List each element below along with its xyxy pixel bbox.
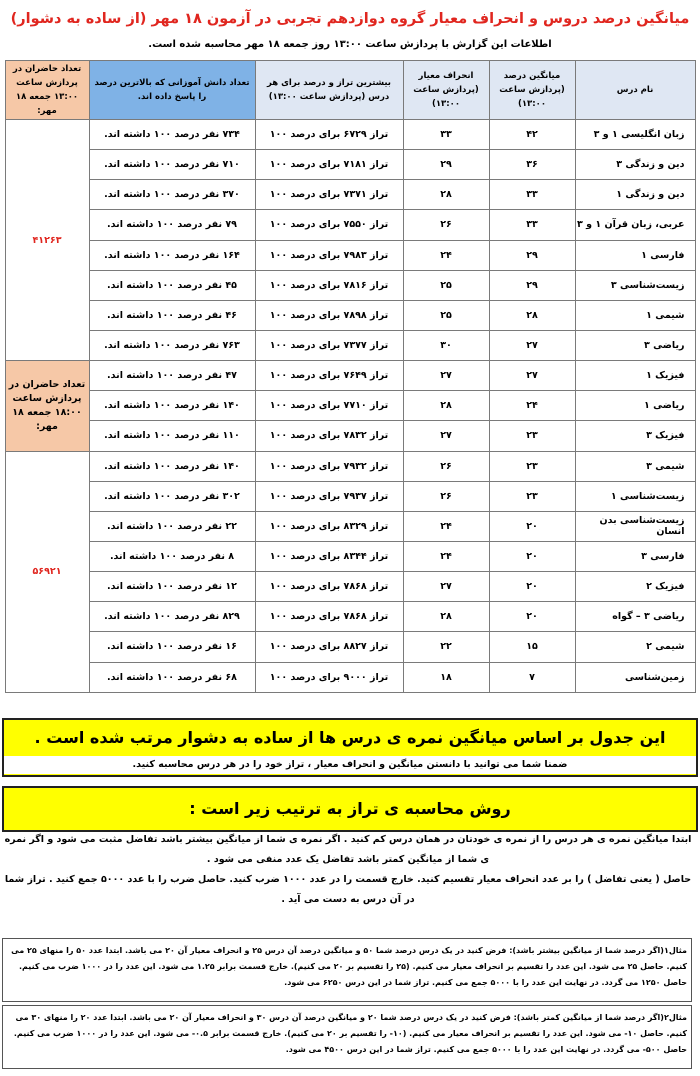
table-row: [5, 451, 695, 481]
top-count-cell: ۷۹ نفر درصد ۱۰۰ داشته اند.: [89, 210, 255, 240]
table-row: [5, 541, 695, 571]
method-explanation: [2, 830, 694, 910]
std-cell: ۱۸: [403, 662, 489, 692]
table-row: [5, 330, 695, 360]
std-cell: ۲۸: [403, 602, 489, 632]
course-name-cell: زیست‌شناسی بدن انسان: [575, 511, 695, 541]
top-count-cell: ۳۰۲ نفر درصد ۱۰۰ داشته اند.: [89, 481, 255, 511]
table-body: [5, 120, 695, 693]
course-name-cell: زیست‌شناسی ۱: [575, 481, 695, 511]
table-row: [5, 210, 695, 240]
std-cell: ۲۶: [403, 210, 489, 240]
page-title: میانگین درصد دروس و انحراف معیار گروه دوازدهم تجربی در آزمون ۱۸ مهر (از ساده به دشوار): [10, 11, 690, 27]
max-score-cell: تراز ۷۷۱۰ برای درصد ۱۰۰: [255, 391, 403, 421]
table-row: [5, 662, 695, 692]
average-cell: ۲۴: [489, 391, 575, 421]
table-row: [5, 270, 695, 300]
header-max-score: بیشترین تراز و درصد برای هر درس (پردازش ساعت ۱۳:۰۰): [255, 61, 403, 120]
std-cell: ۲۴: [403, 511, 489, 541]
max-score-cell: تراز ۸۸۲۷ برای درصد ۱۰۰: [255, 632, 403, 662]
header-course-name: نام درس: [575, 61, 695, 120]
max-score-cell: تراز ۹۰۰۰ برای درصد ۱۰۰: [255, 662, 403, 692]
table-row: [5, 602, 695, 632]
average-cell: ۲۰: [489, 541, 575, 571]
max-score-cell: تراز ۷۱۸۱ برای درصد ۱۰۰: [255, 150, 403, 180]
max-score-cell: تراز ۸۳۲۹ برای درصد ۱۰۰: [255, 511, 403, 541]
top-count-cell: ۱۴۰ نفر درصد ۱۰۰ داشته اند.: [89, 451, 255, 481]
course-name-cell: فارسی ۳: [575, 541, 695, 571]
std-cell: ۲۸: [403, 391, 489, 421]
method-heading: روش محاسبه ی تراز به ترتیب زیر است :: [189, 799, 511, 818]
course-name-cell: ریاضی ۳ – گواه: [575, 602, 695, 632]
std-cell: ۲۵: [403, 300, 489, 330]
method-step-1: ابتدا میانگین نمره ی هر درس را از نمره ی خودتان در همان درس کم کنید . اگر نمره ی شما از میانگین بیشتر باشد تفاضل مثبت می شود و اگر نمره ی شما از میانگین کمتر باشد تفاضل یک عدد منفی می شود .: [4, 834, 692, 865]
table-row: [5, 511, 695, 541]
stats-table: [5, 60, 696, 693]
std-cell: ۲۴: [403, 541, 489, 571]
course-name-cell: دین و زندگی ۱: [575, 180, 695, 210]
top-count-cell: ۱۶ نفر درصد ۱۰۰ داشته اند.: [89, 632, 255, 662]
table-row: [5, 300, 695, 330]
calc-hint: ضمنا شما می توانید با دانستن میانگین و انحراف معیار ، تراز خود را در هر درس محاسبه کنید.: [4, 756, 696, 774]
top-count-cell: ۱۴۰ نفر درصد ۱۰۰ داشته اند.: [89, 391, 255, 421]
max-score-cell: تراز ۷۸۶۸ برای درصد ۱۰۰: [255, 602, 403, 632]
average-cell: ۳۶: [489, 150, 575, 180]
top-count-cell: ۷۳۴ نفر درصد ۱۰۰ داشته اند.: [89, 120, 255, 150]
std-cell: ۲۹: [403, 150, 489, 180]
header-top-count: تعداد دانش آموزانی که بالاترین درصد را پاسخ داده اند.: [89, 61, 255, 120]
average-cell: ۷: [489, 662, 575, 692]
course-name-cell: فارسی ۱: [575, 240, 695, 270]
table-row: [5, 240, 695, 270]
example-2: مثال۲(اگر درصد شما از میانگین کمتر باشد): فرض کنید در یک درس درصد شما ۲۰ و میانگین درصد آن درس ۳۰ و انحراف معیار آن ۲۰ می باشد. ابتدا عدد ۲۰ را منهای ۳۰ می کنیم. حاصل ۱۰- می شود. این عدد را تقسیم بر انحراف معیار می کنیم. (۱۰- را تقسیم بر ۲۰ می کنیم). خارج قسمت برابر ۰.۵- می شود. این عدد را در ۱۰۰۰ ضرب می کنیم. حاصل ۵۰۰- می گردد. در نهایت این عدد را با ۵۰۰۰ جمع می کنیم. تراز شما در این درس ۴۵۰۰ می شود.: [2, 1005, 692, 1069]
average-cell: ۲۳: [489, 451, 575, 481]
header-present-1300: تعداد حاضران در پردازش ساعت ۱۳:۰۰ جمعه ۱۸ مهر:: [5, 61, 89, 120]
top-count-cell: ۴۶ نفر درصد ۱۰۰ داشته اند.: [89, 300, 255, 330]
header-std: انحراف معیار (پردازش ساعت ۱۳:۰۰): [403, 61, 489, 120]
max-score-cell: تراز ۷۶۴۹ برای درصد ۱۰۰: [255, 361, 403, 391]
average-cell: ۴۲: [489, 120, 575, 150]
sorting-note: این جدول بر اساس میانگین نمره ی درس ها از ساده به دشوار مرتب شده است .: [34, 728, 666, 747]
top-count-cell: ۱۱۰ نفر درصد ۱۰۰ داشته اند.: [89, 421, 255, 451]
average-cell: ۲۳: [489, 421, 575, 451]
method-step-2: حاصل ( یعنی تفاضل ) را بر عدد انحراف معیار تقسیم کنید. خارج قسمت را در عدد ۱۰۰۰ ضرب کنید. حاصل ضرب را با عدد ۵۰۰۰ جمع کنید . تراز شما در آن درس به دست می آید .: [4, 874, 692, 905]
table-row: [5, 481, 695, 511]
max-score-cell: تراز ۷۵۵۰ برای درصد ۱۰۰: [255, 210, 403, 240]
present-label-1800: تعداد حاضران در پردازش ساعت ۱۸:۰۰ جمعه ۱۸ مهر:: [5, 361, 89, 451]
table-row: [5, 361, 695, 391]
std-cell: ۲۷: [403, 572, 489, 602]
max-score-cell: تراز ۷۳۷۱ برای درصد ۱۰۰: [255, 180, 403, 210]
course-name-cell: فیزیک ۲: [575, 572, 695, 602]
max-score-cell: تراز ۷۸۹۸ برای درصد ۱۰۰: [255, 300, 403, 330]
table-row: [5, 632, 695, 662]
course-name-cell: فیزیک ۳: [575, 421, 695, 451]
std-cell: ۳۳: [403, 120, 489, 150]
top-count-cell: ۴۵ نفر درصد ۱۰۰ داشته اند.: [89, 270, 255, 300]
average-cell: ۱۵: [489, 632, 575, 662]
top-count-cell: ۱۲ نفر درصد ۱۰۰ داشته اند.: [89, 572, 255, 602]
average-cell: ۲۰: [489, 511, 575, 541]
std-cell: ۲۷: [403, 361, 489, 391]
course-name-cell: شیمی ۲: [575, 632, 695, 662]
report-subtitle: اطلاعات این گزارش با پردازش ساعت ۱۳:۰۰ روز جمعه ۱۸ مهر محاسبه شده است.: [148, 39, 552, 50]
present-total-1800: ۵۶۹۲۱: [5, 451, 89, 692]
average-cell: ۲۳: [489, 481, 575, 511]
table-row: [5, 180, 695, 210]
course-name-cell: شیمی ۳: [575, 451, 695, 481]
top-count-cell: ۱۶۴ نفر درصد ۱۰۰ داشته اند.: [89, 240, 255, 270]
std-cell: ۳۰: [403, 330, 489, 360]
course-name-cell: زبان انگلیسی ۱ و ۳: [575, 120, 695, 150]
max-score-cell: تراز ۷۹۳۲ برای درصد ۱۰۰: [255, 451, 403, 481]
std-cell: ۲۶: [403, 481, 489, 511]
std-cell: ۲۴: [403, 240, 489, 270]
max-score-cell: تراز ۷۸۱۶ برای درصد ۱۰۰: [255, 270, 403, 300]
std-cell: ۲۷: [403, 421, 489, 451]
top-count-cell: ۷۱۰ نفر درصد ۱۰۰ داشته اند.: [89, 150, 255, 180]
sorting-note-box: [2, 718, 698, 777]
top-count-cell: ۸ نفر درصد ۱۰۰ داشته اند.: [89, 541, 255, 571]
course-name-cell: زمین‌شناسی: [575, 662, 695, 692]
average-cell: ۲۷: [489, 361, 575, 391]
average-cell: ۲۹: [489, 270, 575, 300]
course-name-cell: ریاضی ۱: [575, 391, 695, 421]
average-cell: ۲۰: [489, 572, 575, 602]
average-cell: ۳۳: [489, 180, 575, 210]
top-count-cell: ۴۷ نفر درصد ۱۰۰ داشته اند.: [89, 361, 255, 391]
average-cell: ۲۷: [489, 330, 575, 360]
max-score-cell: تراز ۷۳۷۷ برای درصد ۱۰۰: [255, 330, 403, 360]
max-score-cell: تراز ۷۹۸۳ برای درصد ۱۰۰: [255, 240, 403, 270]
course-name-cell: فیزیک ۱: [575, 361, 695, 391]
top-count-cell: ۲۲ نفر درصد ۱۰۰ داشته اند.: [89, 511, 255, 541]
course-name-cell: ریاضی ۳: [575, 330, 695, 360]
std-cell: ۲۵: [403, 270, 489, 300]
course-name-cell: شیمی ۱: [575, 300, 695, 330]
table-row: [5, 421, 695, 451]
average-cell: ۲۰: [489, 602, 575, 632]
course-name-cell: دین و زندگی ۳: [575, 150, 695, 180]
header-average: میانگین درصد (پردازش ساعت ۱۳:۰۰): [489, 61, 575, 120]
table-row: [5, 150, 695, 180]
top-count-cell: ۸۲۹ نفر درصد ۱۰۰ داشته اند.: [89, 602, 255, 632]
average-cell: ۲۹: [489, 240, 575, 270]
table-row: [5, 572, 695, 602]
max-score-cell: تراز ۷۸۳۲ برای درصد ۱۰۰: [255, 421, 403, 451]
course-name-cell: زیست‌شناسی ۳: [575, 270, 695, 300]
std-cell: ۲۶: [403, 451, 489, 481]
max-score-cell: تراز ۸۳۴۴ برای درصد ۱۰۰: [255, 541, 403, 571]
std-cell: ۲۸: [403, 180, 489, 210]
max-score-cell: تراز ۷۸۶۸ برای درصد ۱۰۰: [255, 572, 403, 602]
present-total-1300: ۴۱۲۶۳: [5, 120, 89, 361]
top-count-cell: ۷۶۳ نفر درصد ۱۰۰ داشته اند.: [89, 330, 255, 360]
top-count-cell: ۳۷۰ نفر درصد ۱۰۰ داشته اند.: [89, 180, 255, 210]
average-cell: ۲۸: [489, 300, 575, 330]
example-1: مثال۱(اگر درصد شما از میانگین بیشتر باشد): فرض کنید در یک درس درصد شما ۵۰ و میانگین درصد آن درس ۲۵ و انحراف معیار آن ۲۰ می باشد. ابتدا عدد ۵۰ را منهای ۲۵ می کنیم. حاصل ۲۵ می شود. این عدد را تقسیم بر انحراف معیار می کنیم. (۲۵ را تقسیم بر ۲۰ می کنیم). خارج قسمت برابر ۱.۲۵ می شود. این عدد را در ۱۰۰۰ ضرب می کنیم. حاصل ۱۲۵۰ می گردد. در نهایت این عدد را با ۵۰۰۰ جمع می کنیم. تراز شما در این درس ۶۲۵۰ می شود.: [2, 938, 692, 1002]
course-name-cell: عربی، زبان قرآن ۱ و ۳: [575, 210, 695, 240]
method-heading-box: [2, 786, 698, 832]
table-row: [5, 120, 695, 150]
max-score-cell: تراز ۶۷۲۹ برای درصد ۱۰۰: [255, 120, 403, 150]
max-score-cell: تراز ۷۹۳۷ برای درصد ۱۰۰: [255, 481, 403, 511]
std-cell: ۲۲: [403, 632, 489, 662]
table-header-row: [5, 61, 695, 120]
top-count-cell: ۶۸ نفر درصد ۱۰۰ داشته اند.: [89, 662, 255, 692]
table-row: [5, 391, 695, 421]
average-cell: ۳۳: [489, 210, 575, 240]
